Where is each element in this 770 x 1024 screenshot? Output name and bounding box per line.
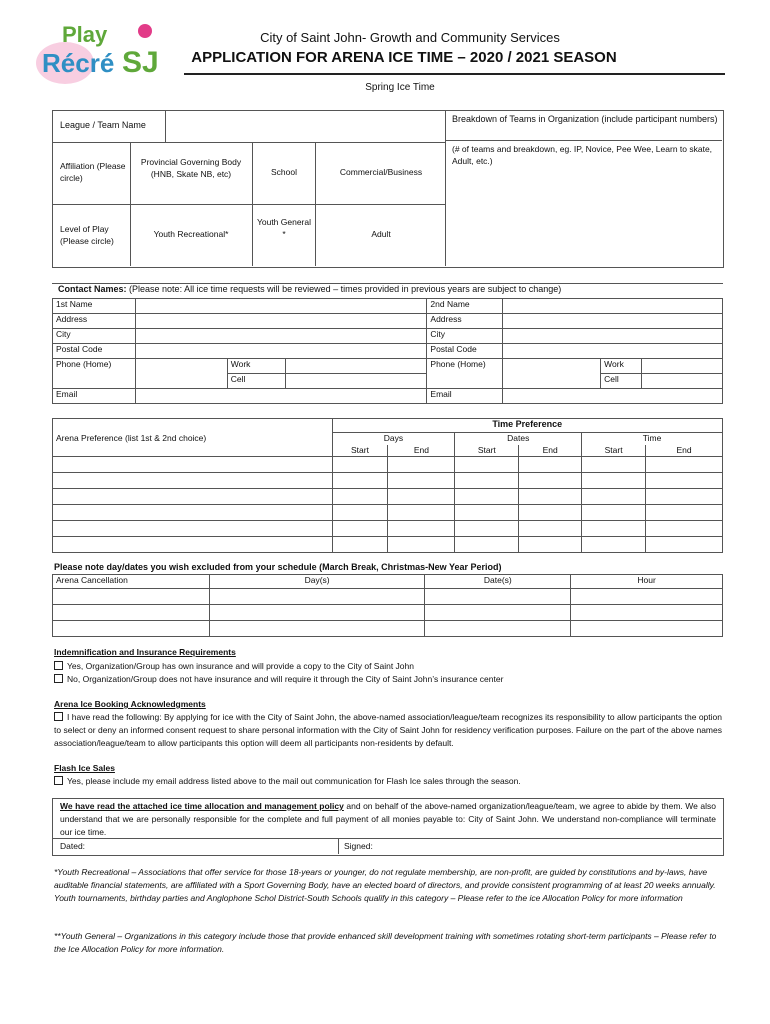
affiliation-label: Affiliation (Please circle) [60, 161, 126, 183]
first-name-label: 1st Name [53, 299, 136, 314]
address-field-2[interactable] [503, 314, 723, 329]
level-option-youth-general[interactable]: Youth General * [256, 217, 312, 239]
time-preference-cell[interactable] [646, 489, 723, 505]
time-preference-cell[interactable] [582, 457, 646, 473]
breakdown-title: Breakdown of Teams in Organization (include participant numbers) [452, 114, 718, 124]
time-preference-cell[interactable] [519, 537, 582, 553]
hour-col-header: Hour [571, 575, 723, 589]
time-preference-cell[interactable] [646, 457, 723, 473]
play-recre-sj-logo [36, 22, 164, 88]
address-label: Address [427, 314, 503, 329]
divider [52, 204, 445, 205]
first-name-field[interactable] [135, 299, 427, 314]
email-label: Email [427, 389, 503, 404]
time-preference-cell[interactable] [646, 505, 723, 521]
footnote-youth-recreational: *Youth Recreational – Associations that offer service for those 18-years or younger, do not regulate membership, are non-profit, are guided by constitutions and by-laws, have auditable financial statements, are affiliated with a Sport Governing Body, have an elected board of directors, and provide consistent programming of at least 20 weeks annually. Youth tournaments, birthday parties and Anglophone Schol District-South Schools qualify in this category – Please refer to the ice Allocation Policy for more information [54, 867, 716, 903]
insurance-no-option[interactable] [54, 674, 503, 684]
time-preference-cell[interactable] [388, 505, 455, 521]
cell-field-1[interactable] [285, 374, 427, 389]
arena-preference-field[interactable] [53, 473, 333, 489]
signed-label: Signed: [344, 841, 373, 851]
arena-preference-field[interactable] [53, 537, 333, 553]
insurance-yes-label: Yes, Organization/Group has own insurance and will provide a copy to the City of Saint John [67, 661, 414, 671]
title-rule [184, 73, 725, 75]
work-label: Work [227, 359, 285, 374]
agreement-text [60, 800, 716, 839]
end-col: End [519, 445, 582, 457]
time-preference-cell[interactable] [455, 521, 519, 537]
agreement-bold: We have read the attached ice time allocation and management policy [60, 801, 344, 811]
time-preference-cell[interactable] [455, 473, 519, 489]
footnote-youth-general: **Youth General – Organizations in this category include those that provide enhanced skill development training with sometimes rotating short-term participants – Please refer to the Ice Allocation Policy for more information. [54, 931, 717, 954]
time-preference-cell[interactable] [388, 489, 455, 505]
level-of-play-label: Level of Play (Please circle) [60, 224, 114, 246]
cell[interactable] [53, 621, 210, 637]
time-preference-cell[interactable] [646, 537, 723, 553]
time-preference-cell[interactable] [582, 505, 646, 521]
logo-sj-text: SJ [122, 46, 159, 79]
cell-field-2[interactable] [642, 374, 723, 389]
time-preference-cell[interactable] [332, 521, 388, 537]
checkbox[interactable] [54, 776, 63, 785]
work-field-2[interactable] [642, 359, 723, 374]
city-label: City [53, 329, 136, 344]
cell[interactable] [571, 605, 723, 621]
ack-text: I have read the following: By applying for ice with the City of Saint John, the above-named association/league/team recognizes its responsibility to allow participants the option to select or deny an informed consent request to share personal information with the City of Saint John for residency verification purposes. Failure on the part of the above names association/league/team to allow participants this option will deem all participants non-residents by default. [54, 712, 722, 748]
breakdown-note: (# of teams and breakdown, eg. IP, Novice, Pee Wee, Learn to skate, Adult, etc.) [452, 144, 713, 166]
cell[interactable] [425, 605, 571, 621]
phone-home-label: Phone (Home) [427, 359, 503, 389]
contact-heading-bold: Contact Names: [58, 284, 127, 294]
divider [338, 838, 339, 854]
cell-label: Cell [601, 374, 642, 389]
email-field-2[interactable] [503, 389, 723, 404]
cell[interactable] [571, 621, 723, 637]
phone-home-field-1[interactable] [135, 359, 227, 389]
contact-table [52, 298, 723, 404]
page-title: APPLICATION FOR ARENA ICE TIME – 2020 / 2021 SEASON [191, 49, 617, 66]
org-name: City of Saint John- Growth and Community Services [260, 30, 560, 45]
phone-home-field-2[interactable] [503, 359, 601, 389]
logo-spark-icon [138, 24, 152, 38]
time-preference-cell[interactable] [646, 473, 723, 489]
cell[interactable] [571, 589, 723, 605]
time-preference-cell[interactable] [582, 489, 646, 505]
flash-ice-heading: Flash Ice Sales [54, 763, 115, 773]
league-team-label: League / Team Name [60, 120, 146, 130]
arena-preference-field[interactable] [53, 489, 333, 505]
time-preference-cell[interactable] [582, 537, 646, 553]
affiliation-option-school[interactable]: School [271, 167, 297, 177]
cell[interactable] [425, 589, 571, 605]
subtitle: Spring Ice Time [365, 82, 435, 93]
time-preference-header: Time Preference [332, 419, 722, 433]
dates-col-header: Date(s) [425, 575, 571, 589]
work-label: Work [601, 359, 642, 374]
insurance-no-label: No, Organization/Group does not have insurance and will require it through the City of Saint John’s insurance center [67, 674, 504, 684]
time-preference-cell[interactable] [519, 489, 582, 505]
cell[interactable] [209, 621, 425, 637]
email-label: Email [53, 389, 136, 404]
arena-cancellation-header: Arena Cancellation [53, 575, 210, 589]
time-preference-cell[interactable] [455, 489, 519, 505]
start-col: Start [455, 445, 519, 457]
checkbox[interactable] [54, 674, 63, 683]
checkbox[interactable] [54, 661, 63, 670]
logo-play-text: Play [62, 22, 108, 47]
time-header: Time [582, 433, 723, 445]
cell-label: Cell [227, 374, 285, 389]
cell[interactable] [425, 621, 571, 637]
dated-label: Dated: [60, 841, 86, 851]
city-field-2[interactable] [503, 329, 723, 344]
arena-preference-table [52, 418, 723, 553]
end-col: End [646, 445, 723, 457]
flash-ice-option[interactable] [54, 776, 521, 786]
postal-code-field-2[interactable] [503, 344, 723, 359]
time-preference-cell[interactable] [332, 537, 388, 553]
affiliation-option-commercial[interactable]: Commercial/Business [339, 167, 423, 177]
second-name-label: 2nd Name [427, 299, 503, 314]
time-preference-cell[interactable] [582, 473, 646, 489]
arena-preference-label: Arena Preference (list 1st & 2nd choice) [53, 419, 333, 457]
email-field-1[interactable] [135, 389, 427, 404]
days-col-header: Day(s) [209, 575, 425, 589]
time-preference-cell[interactable] [388, 521, 455, 537]
city-label: City [427, 329, 503, 344]
contact-heading [58, 284, 728, 294]
postal-code-label: Postal Code [427, 344, 503, 359]
time-preference-cell[interactable] [332, 457, 388, 473]
time-preference-cell[interactable] [519, 473, 582, 489]
divider [52, 838, 722, 839]
affiliation-option-provincial[interactable]: Provincial Governing Body (HNB, Skate NB, etc) [140, 157, 242, 179]
cell[interactable] [53, 605, 210, 621]
address-field-1[interactable] [135, 314, 427, 329]
time-preference-cell[interactable] [455, 457, 519, 473]
divider [445, 140, 722, 141]
time-preference-cell[interactable] [455, 505, 519, 521]
arena-preference-field[interactable] [53, 505, 333, 521]
postal-code-field-1[interactable] [135, 344, 427, 359]
time-preference-cell[interactable] [388, 473, 455, 489]
dates-header: Dates [455, 433, 582, 445]
agreement-body: and on behalf of the above-named organization/league/team, we agree to abide by them. We also understand that we are personally responsible for the complete and full payment of all monies payable to: City of Saint John. We understand non-compliance will terminate our ice time. [60, 801, 716, 837]
cell[interactable] [209, 605, 425, 621]
time-preference-cell[interactable] [332, 473, 388, 489]
postal-code-label: Postal Code [53, 344, 136, 359]
logo-recre-text: Récré [42, 48, 115, 78]
days-header: Days [332, 433, 455, 445]
level-option-youth-recreational[interactable]: Youth Recreational* [153, 229, 229, 239]
arena-preference-field[interactable] [53, 457, 333, 473]
arena-preference-field[interactable] [53, 521, 333, 537]
level-option-adult[interactable]: Adult [371, 229, 391, 239]
insurance-yes-option[interactable] [54, 661, 414, 671]
time-preference-cell[interactable] [519, 457, 582, 473]
divider [130, 204, 131, 266]
time-preference-cell[interactable] [582, 521, 646, 537]
cell[interactable] [209, 589, 425, 605]
time-preference-cell[interactable] [388, 457, 455, 473]
start-col: Start [582, 445, 646, 457]
city-field-1[interactable] [135, 329, 427, 344]
league-team-field[interactable] [165, 110, 446, 143]
time-preference-cell[interactable] [519, 521, 582, 537]
flash-ice-label: Yes, please include my email address listed above to the mail out communication for Flash Ice sales through the season. [67, 776, 521, 786]
time-preference-cell[interactable] [332, 489, 388, 505]
divider [52, 283, 723, 284]
ack-heading: Arena Ice Booking Acknowledgments [54, 699, 206, 709]
time-preference-cell[interactable] [332, 505, 388, 521]
checkbox[interactable] [54, 712, 63, 721]
cell[interactable] [53, 589, 210, 605]
second-name-field[interactable] [503, 299, 723, 314]
exclusion-table [52, 574, 723, 637]
phone-home-label: Phone (Home) [53, 359, 136, 389]
end-col: End [388, 445, 455, 457]
time-preference-cell[interactable] [388, 537, 455, 553]
contact-heading-note: (Please note: All ice time requests will be reviewed – times provided in previous years are subject to change) [129, 284, 562, 294]
time-preference-cell[interactable] [519, 505, 582, 521]
time-preference-cell[interactable] [455, 537, 519, 553]
insurance-heading: Indemnification and Insurance Requirements [54, 647, 236, 657]
work-field-1[interactable] [285, 359, 427, 374]
address-label: Address [53, 314, 136, 329]
time-preference-cell[interactable] [646, 521, 723, 537]
ack-paragraph [54, 711, 722, 750]
start-col: Start [332, 445, 388, 457]
exclude-heading: Please note day/dates you wish excluded from your schedule (March Break, Christmas-New Year Period) [54, 562, 502, 572]
